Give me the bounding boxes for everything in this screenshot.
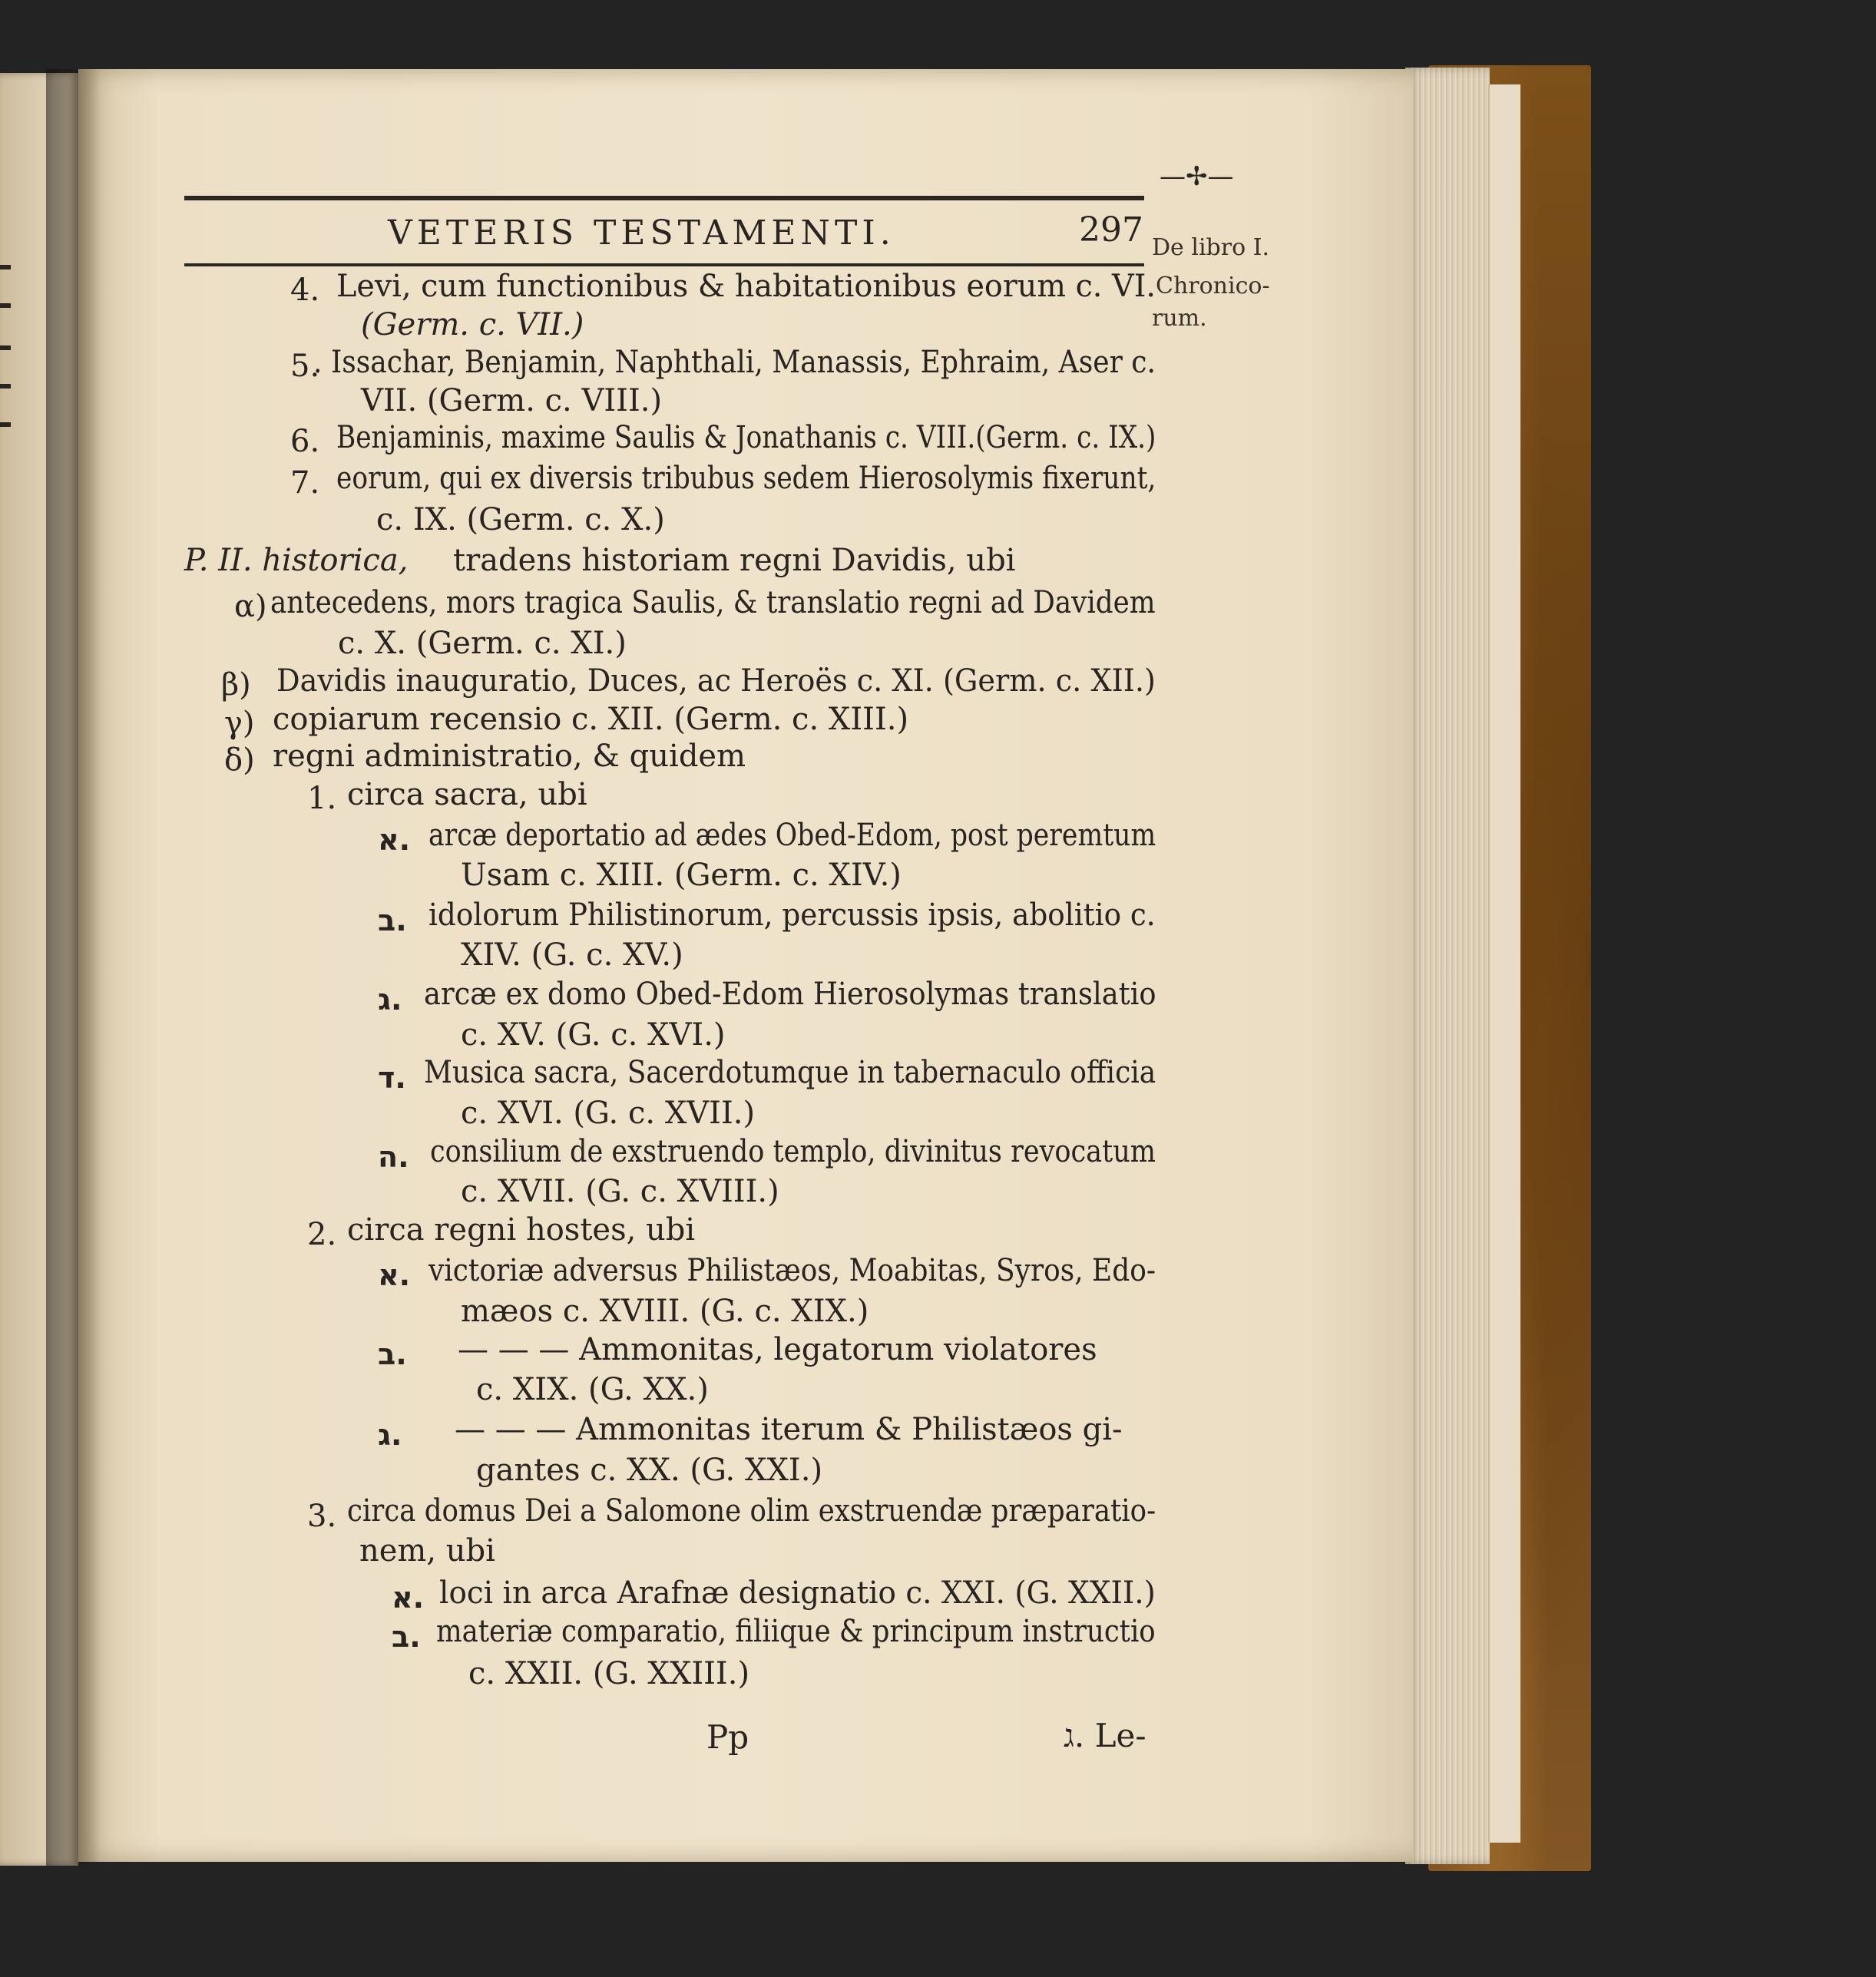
text-line: . Issachar, Benjamin, Naphthali, Manassis, Ephraim, Aser c. [313, 345, 1156, 380]
list-marker: 1. [307, 781, 337, 816]
hebrew-marker: ג. [378, 1418, 402, 1452]
text-line: — — — Ammonitas iterum & Philistæos gi- [455, 1412, 1123, 1447]
text-line: regni administratio, & quidem [273, 739, 746, 774]
text-line: circa sacra, ubi [347, 777, 587, 812]
list-marker: β) [221, 667, 251, 703]
list-marker: γ) [224, 706, 255, 741]
text-line: copiarum recensio c. XII. (Germ. c. XIII.) [273, 702, 909, 737]
signature-mark: Pp [706, 1718, 749, 1756]
ink-mark [0, 384, 11, 388]
hebrew-marker: ג. [378, 983, 402, 1017]
text-line: idolorum Philistinorum, percussis ipsis, abolitio c. [428, 898, 1156, 933]
text-line: c. XV. (G. c. XVI.) [461, 1017, 726, 1053]
running-head: VETERIS TESTAMENTI. [388, 213, 895, 253]
text-line: — — — Ammonitas, legatorum violatores [458, 1332, 1097, 1367]
hebrew-marker: ה. [378, 1140, 409, 1174]
header-rule-top [184, 196, 1144, 200]
text-line: materiæ comparatio, filiique & principum instructio [436, 1614, 1156, 1649]
text-line: c. X. (Germ. c. XI.) [338, 626, 627, 661]
hebrew-marker: ב. [378, 904, 407, 937]
text-line: XIV. (G. c. XV.) [461, 937, 683, 973]
list-marker: 5. [290, 349, 320, 384]
ink-mark [0, 303, 11, 308]
catchword: ג. Le- [1064, 1717, 1146, 1754]
list-marker: α) [234, 589, 267, 624]
text-line: gantes c. XX. (G. XXI.) [476, 1453, 823, 1488]
list-marker: 3. [307, 1499, 337, 1534]
text-line: (Germ. c. VII.) [361, 307, 584, 342]
fleuron-ornament: —✢— [1160, 161, 1234, 192]
text-line: tradens historiam regni Davidis, ubi [453, 543, 1016, 578]
text-line: arcæ deportatio ad ædes Obed-Edom, post peremtum [428, 818, 1156, 853]
hebrew-marker: א. [378, 1258, 411, 1292]
text-line: Usam c. XIII. (Germ. c. XIV.) [461, 858, 902, 893]
hebrew-marker: א. [392, 1581, 425, 1615]
ink-mark [0, 265, 11, 269]
margin-note-line: rum. [1152, 305, 1207, 332]
hebrew-marker: ב. [378, 1337, 407, 1371]
text-line: circa domus Dei a Salomone olim exstruendæ præparatio- [347, 1493, 1156, 1529]
text-line: consilium de exstruendo templo, divinitus revocatum [430, 1134, 1156, 1169]
text-line: VII. (Germ. c. VIII.) [361, 383, 663, 418]
part-heading: P. II. historica, [184, 543, 409, 578]
text-line: Benjaminis, maxime Saulis & Jonathanis c. VIII.(Germ. c. IX.) [336, 420, 1156, 455]
text-line: Musica sacra, Sacerdotumque in tabernaculo officia [424, 1055, 1156, 1090]
text-line: arcæ ex domo Obed-Edom Hierosolymas translatio [424, 977, 1156, 1012]
list-marker: 2. [307, 1217, 337, 1252]
text-line: Levi, cum functionibus & habitationibus eorum c. VI. [336, 269, 1156, 304]
margin-note-line: De libro I. [1152, 234, 1270, 261]
text-line: antecedens, mors tragica Saulis, & translatio regni ad Davidem [270, 585, 1156, 620]
endpaper [1488, 84, 1520, 1843]
gutter-shadow [46, 69, 100, 1866]
text-line: c. XXII. (G. XXIII.) [468, 1656, 750, 1691]
list-marker: δ) [224, 742, 255, 778]
hebrew-marker: ד. [378, 1061, 406, 1095]
text-line: mæos c. XVIII. (G. c. XIX.) [461, 1294, 869, 1329]
text-line: circa regni hostes, ubi [347, 1212, 696, 1248]
text-line: c. XIX. (G. XX.) [476, 1372, 709, 1407]
text-line: c. IX. (Germ. c. X.) [376, 502, 665, 537]
ink-mark [0, 345, 11, 350]
text-line: nem, ubi [359, 1533, 495, 1569]
text-line: c. XVI. (G. c. XVII.) [461, 1096, 756, 1131]
text-line: loci in arca Arafnæ designatio c. XXI. (G. XXII.) [439, 1575, 1156, 1611]
hebrew-marker: א. [378, 823, 411, 857]
hebrew-marker: ב. [392, 1620, 421, 1654]
page-number: 297 [1079, 210, 1143, 250]
ink-mark [0, 422, 11, 427]
text-line: eorum, qui ex diversis tribubus sedem Hierosolymis fixerunt, [336, 461, 1156, 496]
list-marker: 7. [290, 465, 320, 501]
list-marker: 6. [290, 424, 320, 459]
text-line: victoriæ adversus Philistæos, Moabitas, Syros, Edo- [428, 1253, 1156, 1288]
text-line: Davidis inauguratio, Duces, ac Heroës c. XI. (Germ. c. XII.) [276, 663, 1156, 699]
list-marker: 4. [290, 273, 320, 308]
header-rule-bottom [184, 263, 1144, 266]
margin-note-line: Chronico- [1156, 273, 1270, 299]
page-block-edges [1405, 68, 1490, 1864]
text-line: c. XVII. (G. c. XVIII.) [461, 1174, 779, 1209]
